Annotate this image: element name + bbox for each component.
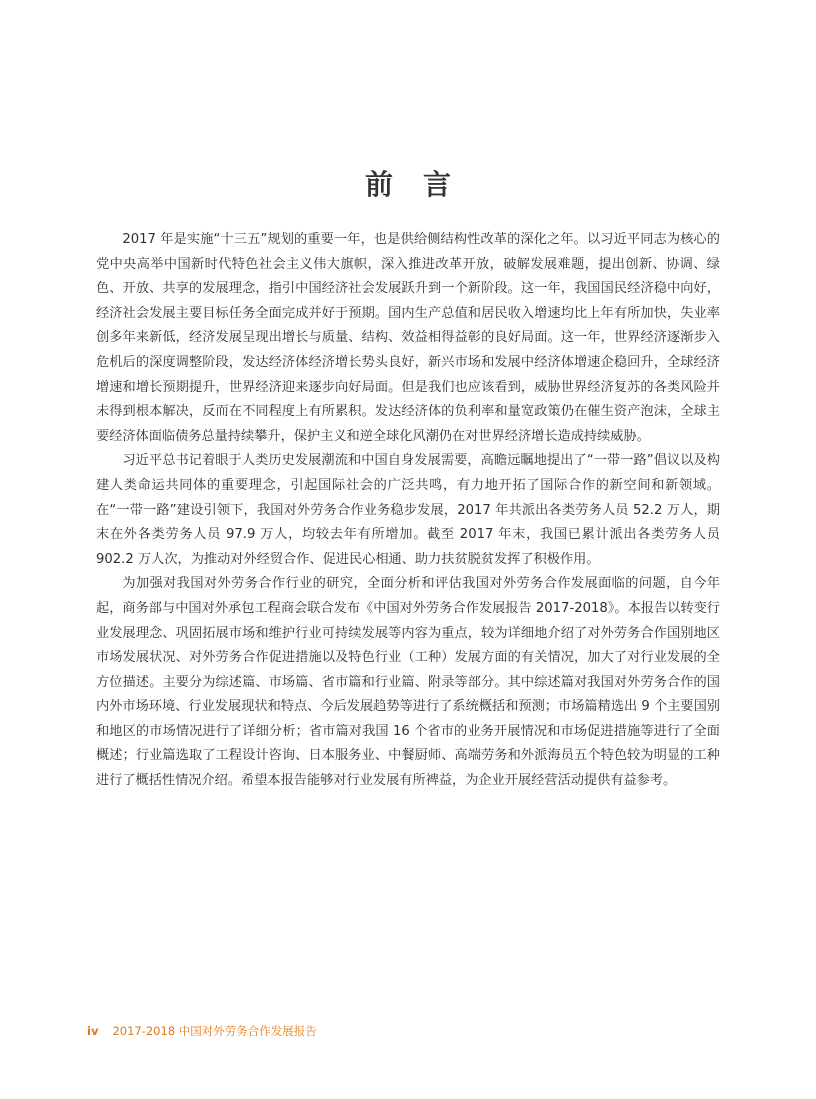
paragraph-1: 2017 年是实施“十三五”规划的重要一年，也是供给侧结构性改革的深化之年。以习近平同志为核心的党中央高举中国新时代特色社会主义伟大旗帜，深入推进改革开放，破解发展难题，提出创新、协调、绿色、开放、共享的发展理念，指引中国经济社会发展跃升到一个新阶段。这一年，我国国民经济稳中向好，经济社会发展主要目标任务全面完成并好于预期。国内生产总值和居民收入增速均比上年有所加快，失业率创多年来新低，经济发展呈现出增长与质量、结构、效益相得益彰的良好局面。这一年，世界经济逐渐步入危机后的深度调整阶段，发达经济体经济增长势头良好，新兴市场和发展中经济体增速企稳回升，全球经济增速和增长预期提升，世界经济迎来逐步向好局面。但是我们也应该看到，威胁世界经济复苏的各类风险并未得到根本解决，反而在不同程度上有所累积。发达经济体的负利率和量宽政策仍在催生资产泡沫，全球主要经济体面临债务总量持续攀升，保护主义和逆全球化风潮仍在对世界经济增长造成持续威胁。 [96,232,720,444]
page-title: 前言 [364,167,481,201]
preface-body [96,228,720,794]
page-footer [87,1023,317,1039]
page-number: iv [87,1024,99,1038]
footer-report-title: 2017-2018 中国对外劳务合作发展报告 [112,1024,317,1038]
paragraph-2: 习近平总书记着眼于人类历史发展潮流和中国自身发展需要，高瞻远瞩地提出了“一带一路”倡议以及构建人类命运共同体的重要理念，引起国际社会的广泛共鸣，有力地开拓了国际合作的新空间和新领域。在“一带一路”建设引领下，我国对外劳务合作业务稳步发展，2017 年共派出各类劳务人员 52.2 万人，期末在外各类劳务人员 97.9 万人，均较去年有所增加。截至 2017 年末，我国已累计派出各类劳务人员 902.2 万人次，为推动对外经贸合作、促进民心相通、助力扶贫脱贫发挥了积极作用。 [96,453,720,567]
paragraph-3: 为加强对我国对外劳务合作行业的研究，全面分析和评估我国对外劳务合作发展面临的问题，自今年起，商务部与中国对外承包工程商会联合发布《中国对外劳务合作发展报告 2017-2018》。本报告以转变行业发展理念、巩固拓展市场和维护行业可持续发展等内容为重点，较为详细地介绍了对外劳务合作国别地区市场发展状况、对外劳务合作促进措施以及特色行业（工种）发展方面的有关情况，加大了对行业发展的全方位描述。主要分为综述篇、市场篇、省市篇和行业篇、附录等部分。其中综述篇对我国对外劳务合作的国内外市场环境、行业发展现状和特点、今后发展趋势等进行了系统概括和预测；市场篇精选出 9 个主要国别和地区的市场情况进行了详细分析；省市篇对我国 16 个省市的业务开展情况和市场促进措施等进行了全面概述；行业篇选取了工程设计咨询、日本服务业、中餐厨师、高端劳务和外派海员五个特色较为明显的工种进行了概括性情况介绍。希望本报告能够对行业发展有所裨益，为企业开展经营活动提供有益参考。 [96,576,720,789]
